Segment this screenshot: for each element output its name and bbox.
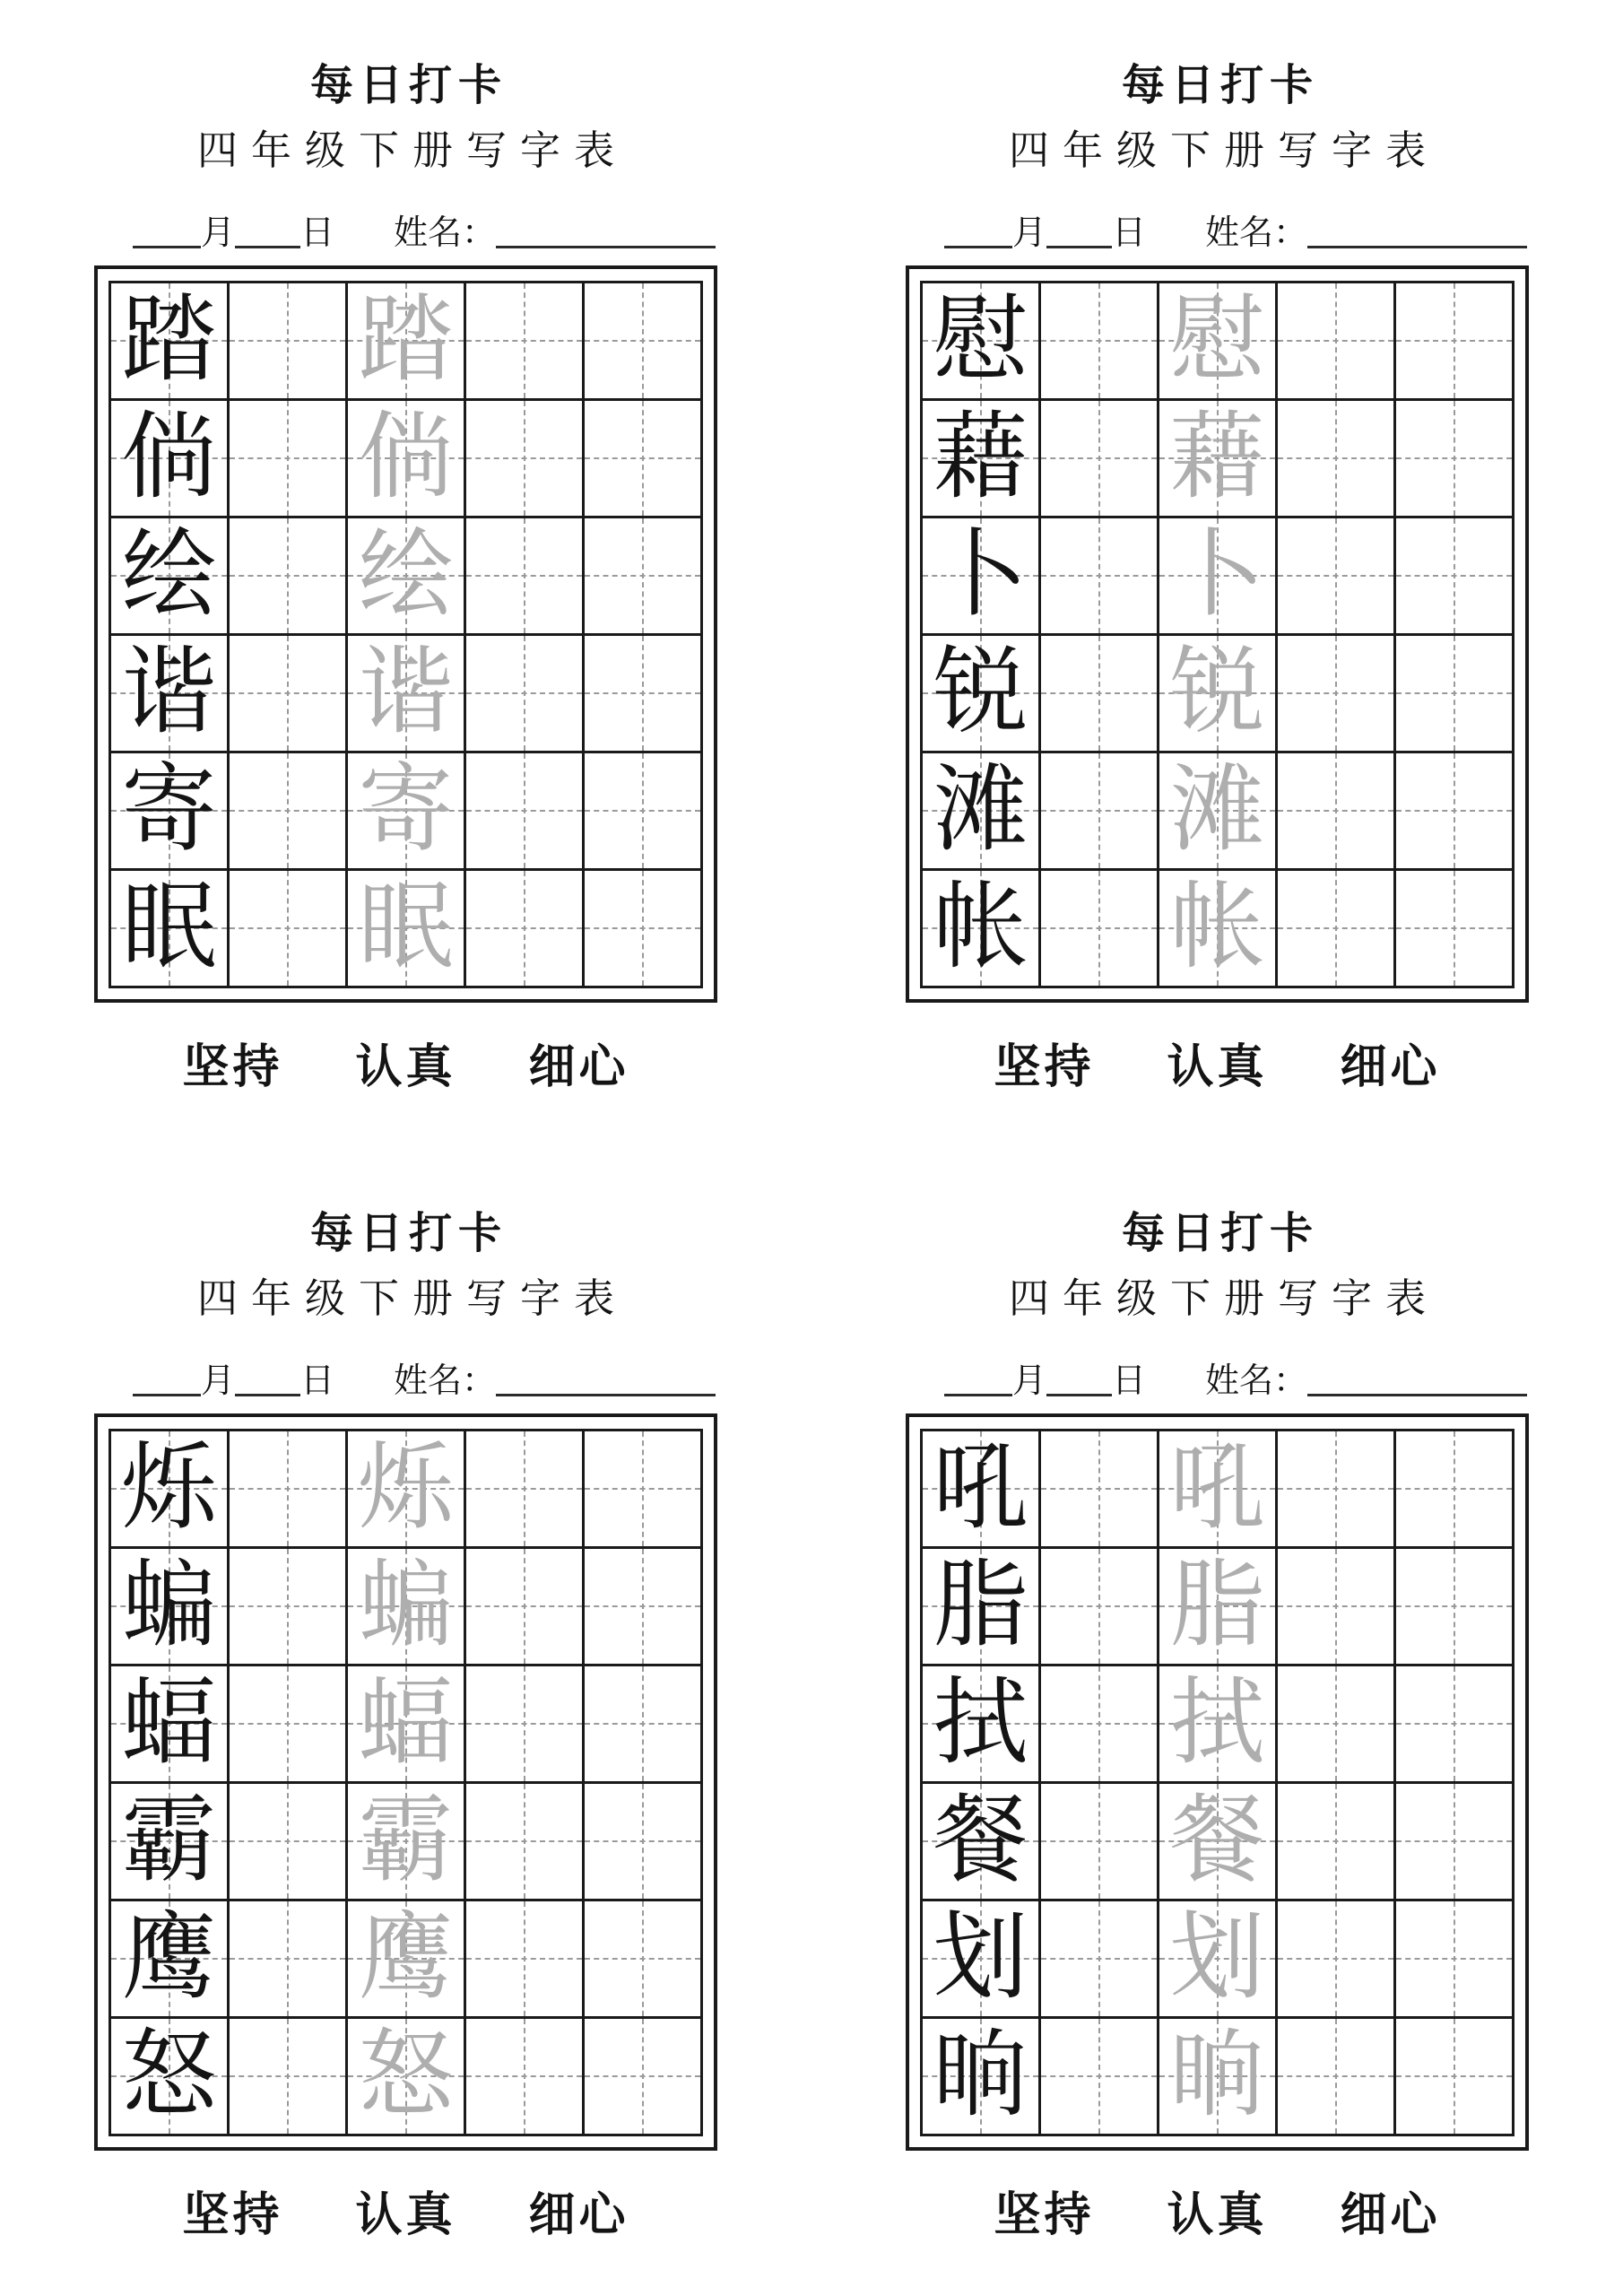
trace-char-cell xyxy=(1159,1784,1278,1901)
model-character: 拭 xyxy=(933,1670,1028,1776)
trace-character: 踏 xyxy=(358,287,454,393)
empty-practice-cell xyxy=(1278,1784,1396,1901)
trace-character: 鹰 xyxy=(358,1905,454,2011)
model-character: 蝙 xyxy=(121,1552,217,1658)
practice-grid xyxy=(920,281,1515,988)
empty-practice-cell xyxy=(1041,2019,1159,2136)
empty-practice-cell xyxy=(466,283,585,401)
model-character: 晌 xyxy=(933,2022,1028,2128)
model-char-cell xyxy=(923,401,1041,518)
worksheet-top-left xyxy=(0,0,812,1148)
empty-practice-cell xyxy=(1278,1666,1396,1784)
empty-practice-cell xyxy=(1396,636,1515,753)
model-char-cell xyxy=(111,2019,230,2136)
trace-character: 怒 xyxy=(358,2022,454,2128)
empty-practice-cell xyxy=(1396,1431,1515,1549)
motto-line xyxy=(812,2190,1623,2242)
trace-char-cell xyxy=(1159,1549,1278,1666)
model-char-cell xyxy=(111,1784,230,1901)
model-char-cell xyxy=(111,1666,230,1784)
empty-practice-cell xyxy=(1396,518,1515,636)
empty-practice-cell xyxy=(466,753,585,871)
trace-char-cell xyxy=(1159,401,1278,518)
trace-char-cell xyxy=(348,753,466,871)
trace-character: 锐 xyxy=(1169,639,1265,745)
empty-practice-cell xyxy=(1396,2019,1515,2136)
empty-practice-cell xyxy=(585,1666,703,1784)
empty-practice-cell xyxy=(585,1901,703,2019)
empty-practice-cell xyxy=(466,1901,585,2019)
practice-grid-border xyxy=(94,265,717,1003)
trace-char-cell xyxy=(348,1666,466,1784)
motto-word-earnest: 认真 xyxy=(355,2190,456,2241)
month-blank-line xyxy=(133,1390,201,1396)
model-char-cell xyxy=(923,283,1041,401)
model-character: 藉 xyxy=(933,404,1028,510)
model-character: 滩 xyxy=(933,757,1028,863)
model-char-cell xyxy=(111,636,230,753)
empty-practice-cell xyxy=(230,753,348,871)
empty-practice-cell xyxy=(466,636,585,753)
trace-char-cell xyxy=(348,283,466,401)
day-label: 日 xyxy=(1112,214,1147,252)
sheet-title: 每日打卡 xyxy=(1121,62,1319,109)
motto-word-persist: 坚持 xyxy=(182,1042,283,1093)
motto-line xyxy=(0,1042,812,1094)
empty-practice-cell xyxy=(585,2019,703,2136)
name-label: 姓名： xyxy=(394,1362,497,1400)
empty-practice-cell xyxy=(1396,753,1515,871)
date-name-line xyxy=(944,215,1527,251)
empty-practice-cell xyxy=(585,1431,703,1549)
month-blank-line xyxy=(133,242,201,248)
model-character: 怒 xyxy=(121,2022,217,2128)
empty-practice-cell xyxy=(1278,283,1396,401)
trace-character: 藉 xyxy=(1169,404,1265,510)
trace-char-cell xyxy=(348,1549,466,1666)
date-name-line xyxy=(133,1363,716,1399)
trace-char-cell xyxy=(1159,636,1278,753)
empty-practice-cell xyxy=(1278,401,1396,518)
empty-practice-cell xyxy=(585,1784,703,1901)
trace-character: 慰 xyxy=(1169,287,1265,393)
model-character: 划 xyxy=(933,1905,1028,2011)
sheet-subtitle: 四年级下册写字表 xyxy=(196,1276,628,1321)
empty-practice-cell xyxy=(230,1666,348,1784)
worksheet-bottom-left xyxy=(0,1148,812,2296)
model-char-cell xyxy=(923,1666,1041,1784)
empty-practice-cell xyxy=(585,1549,703,1666)
model-char-cell xyxy=(111,753,230,871)
model-char-cell xyxy=(923,1784,1041,1901)
trace-char-cell xyxy=(1159,1901,1278,2019)
model-char-cell xyxy=(111,871,230,988)
trace-character: 倘 xyxy=(358,404,454,510)
month-label: 月 xyxy=(201,214,236,252)
trace-character: 蝠 xyxy=(358,1670,454,1776)
practice-grid-border xyxy=(906,1413,1529,2151)
name-blank-line xyxy=(1307,1390,1527,1396)
model-char-cell xyxy=(923,518,1041,636)
model-char-cell xyxy=(923,1901,1041,2019)
day-label: 日 xyxy=(1112,1362,1147,1400)
practice-grid xyxy=(108,281,703,988)
empty-practice-cell xyxy=(1278,1549,1396,1666)
empty-practice-cell xyxy=(230,636,348,753)
empty-practice-cell xyxy=(1396,1666,1515,1784)
model-character: 霸 xyxy=(121,1787,217,1893)
motto-word-careful: 细心 xyxy=(1340,1042,1441,1093)
empty-practice-cell xyxy=(585,518,703,636)
trace-character: 烁 xyxy=(358,1435,454,1541)
trace-char-cell xyxy=(1159,283,1278,401)
trace-char-cell xyxy=(1159,2019,1278,2136)
empty-practice-cell xyxy=(1278,871,1396,988)
trace-char-cell xyxy=(348,636,466,753)
trace-char-cell xyxy=(1159,1431,1278,1549)
motto-line xyxy=(0,2190,812,2242)
month-label: 月 xyxy=(1012,214,1047,252)
worksheet-top-right xyxy=(812,0,1623,1148)
trace-char-cell xyxy=(1159,753,1278,871)
empty-practice-cell xyxy=(1278,518,1396,636)
trace-character: 拭 xyxy=(1169,1670,1265,1776)
sheet-title: 每日打卡 xyxy=(1121,1210,1319,1257)
practice-grid-border xyxy=(94,1413,717,2151)
trace-character: 眠 xyxy=(358,874,454,980)
model-character: 眠 xyxy=(121,874,217,980)
model-character: 帐 xyxy=(933,874,1028,980)
model-char-cell xyxy=(923,1549,1041,1666)
model-character: 谐 xyxy=(121,639,217,745)
model-character: 吼 xyxy=(933,1435,1028,1541)
model-character: 倘 xyxy=(121,404,217,510)
empty-practice-cell xyxy=(1041,401,1159,518)
empty-practice-cell xyxy=(1278,1431,1396,1549)
motto-word-persist: 坚持 xyxy=(182,2190,283,2241)
model-char-cell xyxy=(111,1549,230,1666)
model-character: 蝠 xyxy=(121,1670,217,1776)
empty-practice-cell xyxy=(230,2019,348,2136)
motto-word-earnest: 认真 xyxy=(1167,1042,1268,1093)
empty-practice-cell xyxy=(1278,753,1396,871)
empty-practice-cell xyxy=(230,518,348,636)
empty-practice-cell xyxy=(230,871,348,988)
model-character: 踏 xyxy=(121,287,217,393)
empty-practice-cell xyxy=(1396,1549,1515,1666)
model-character: 卜 xyxy=(933,522,1028,628)
empty-practice-cell xyxy=(1396,401,1515,518)
motto-word-careful: 细心 xyxy=(528,1042,629,1093)
sheet-title: 每日打卡 xyxy=(309,1210,508,1257)
empty-practice-cell xyxy=(230,401,348,518)
model-character: 餐 xyxy=(933,1787,1028,1893)
empty-practice-cell xyxy=(466,1549,585,1666)
model-char-cell xyxy=(111,401,230,518)
sheet-subtitle: 四年级下册写字表 xyxy=(196,128,628,173)
model-char-cell xyxy=(923,2019,1041,2136)
trace-character: 蝙 xyxy=(358,1552,454,1658)
empty-practice-cell xyxy=(1396,1784,1515,1901)
name-label: 姓名： xyxy=(1205,214,1308,252)
trace-character: 绘 xyxy=(358,522,454,628)
trace-char-cell xyxy=(348,1784,466,1901)
model-character: 寄 xyxy=(121,757,217,863)
model-char-cell xyxy=(111,1901,230,2019)
motto-line xyxy=(812,1042,1623,1094)
empty-practice-cell xyxy=(1041,1666,1159,1784)
trace-character: 晌 xyxy=(1169,2022,1265,2128)
empty-practice-cell xyxy=(1278,2019,1396,2136)
empty-practice-cell xyxy=(1278,1901,1396,2019)
trace-char-cell xyxy=(348,518,466,636)
practice-grid xyxy=(920,1429,1515,2136)
date-name-line xyxy=(133,215,716,251)
empty-practice-cell xyxy=(466,1666,585,1784)
trace-character: 吼 xyxy=(1169,1435,1265,1541)
empty-practice-cell xyxy=(585,753,703,871)
name-blank-line xyxy=(1307,242,1527,248)
empty-practice-cell xyxy=(466,1784,585,1901)
model-char-cell xyxy=(111,1431,230,1549)
empty-practice-cell xyxy=(1041,283,1159,401)
trace-character: 霸 xyxy=(358,1787,454,1893)
practice-grid-border xyxy=(906,265,1529,1003)
empty-practice-cell xyxy=(1396,1901,1515,2019)
day-blank-line xyxy=(235,1390,300,1396)
empty-practice-cell xyxy=(1041,518,1159,636)
empty-practice-cell xyxy=(1041,1784,1159,1901)
empty-practice-cell xyxy=(585,636,703,753)
practice-grid xyxy=(108,1429,703,2136)
trace-char-cell xyxy=(1159,871,1278,988)
model-char-cell xyxy=(923,871,1041,988)
trace-character: 卜 xyxy=(1169,522,1265,628)
name-blank-line xyxy=(496,242,716,248)
trace-char-cell xyxy=(1159,518,1278,636)
day-blank-line xyxy=(1046,242,1112,248)
sheet-title: 每日打卡 xyxy=(309,62,508,109)
motto-word-persist: 坚持 xyxy=(994,1042,1095,1093)
model-char-cell xyxy=(923,753,1041,871)
empty-practice-cell xyxy=(1396,871,1515,988)
worksheet-bottom-right xyxy=(812,1148,1623,2296)
model-char-cell xyxy=(111,283,230,401)
trace-character: 寄 xyxy=(358,757,454,863)
trace-char-cell xyxy=(348,401,466,518)
empty-practice-cell xyxy=(1278,636,1396,753)
empty-practice-cell xyxy=(466,401,585,518)
trace-char-cell xyxy=(348,1431,466,1549)
trace-character: 谐 xyxy=(358,639,454,745)
name-label: 姓名： xyxy=(1205,1362,1308,1400)
empty-practice-cell xyxy=(230,1784,348,1901)
empty-practice-cell xyxy=(585,401,703,518)
trace-char-cell xyxy=(348,2019,466,2136)
empty-practice-cell xyxy=(466,2019,585,2136)
name-label: 姓名： xyxy=(394,214,497,252)
day-blank-line xyxy=(1046,1390,1112,1396)
day-label: 日 xyxy=(300,1362,335,1400)
name-blank-line xyxy=(496,1390,716,1396)
model-character: 烁 xyxy=(121,1435,217,1541)
empty-practice-cell xyxy=(1041,753,1159,871)
month-label: 月 xyxy=(1012,1362,1047,1400)
day-label: 日 xyxy=(300,214,335,252)
month-label: 月 xyxy=(201,1362,236,1400)
model-character: 绘 xyxy=(121,522,217,628)
date-name-line xyxy=(944,1363,1527,1399)
day-blank-line xyxy=(235,242,300,248)
motto-word-persist: 坚持 xyxy=(994,2190,1095,2241)
month-blank-line xyxy=(944,242,1012,248)
trace-character: 滩 xyxy=(1169,757,1265,863)
empty-practice-cell xyxy=(230,1549,348,1666)
motto-word-earnest: 认真 xyxy=(355,1042,456,1093)
empty-practice-cell xyxy=(466,1431,585,1549)
empty-practice-cell xyxy=(1041,1431,1159,1549)
trace-character: 脂 xyxy=(1169,1552,1265,1658)
trace-character: 餐 xyxy=(1169,1787,1265,1893)
model-character: 脂 xyxy=(933,1552,1028,1658)
model-char-cell xyxy=(111,518,230,636)
motto-word-careful: 细心 xyxy=(1340,2190,1441,2241)
empty-practice-cell xyxy=(1041,871,1159,988)
motto-word-earnest: 认真 xyxy=(1167,2190,1268,2241)
trace-char-cell xyxy=(348,871,466,988)
empty-practice-cell xyxy=(230,283,348,401)
trace-char-cell xyxy=(348,1901,466,2019)
empty-practice-cell xyxy=(466,871,585,988)
empty-practice-cell xyxy=(585,283,703,401)
empty-practice-cell xyxy=(230,1431,348,1549)
model-character: 鹰 xyxy=(121,1905,217,2011)
empty-practice-cell xyxy=(1041,1901,1159,2019)
empty-practice-cell xyxy=(585,871,703,988)
model-char-cell xyxy=(923,1431,1041,1549)
empty-practice-cell xyxy=(1041,636,1159,753)
empty-practice-cell xyxy=(230,1901,348,2019)
sheet-subtitle: 四年级下册写字表 xyxy=(1008,128,1439,173)
trace-char-cell xyxy=(1159,1666,1278,1784)
model-character: 锐 xyxy=(933,639,1028,745)
sheet-subtitle: 四年级下册写字表 xyxy=(1008,1276,1439,1321)
model-character: 慰 xyxy=(933,287,1028,393)
month-blank-line xyxy=(944,1390,1012,1396)
model-char-cell xyxy=(923,636,1041,753)
trace-character: 帐 xyxy=(1169,874,1265,980)
trace-character: 划 xyxy=(1169,1905,1265,2011)
motto-word-careful: 细心 xyxy=(528,2190,629,2241)
empty-practice-cell xyxy=(466,518,585,636)
empty-practice-cell xyxy=(1396,283,1515,401)
empty-practice-cell xyxy=(1041,1549,1159,1666)
